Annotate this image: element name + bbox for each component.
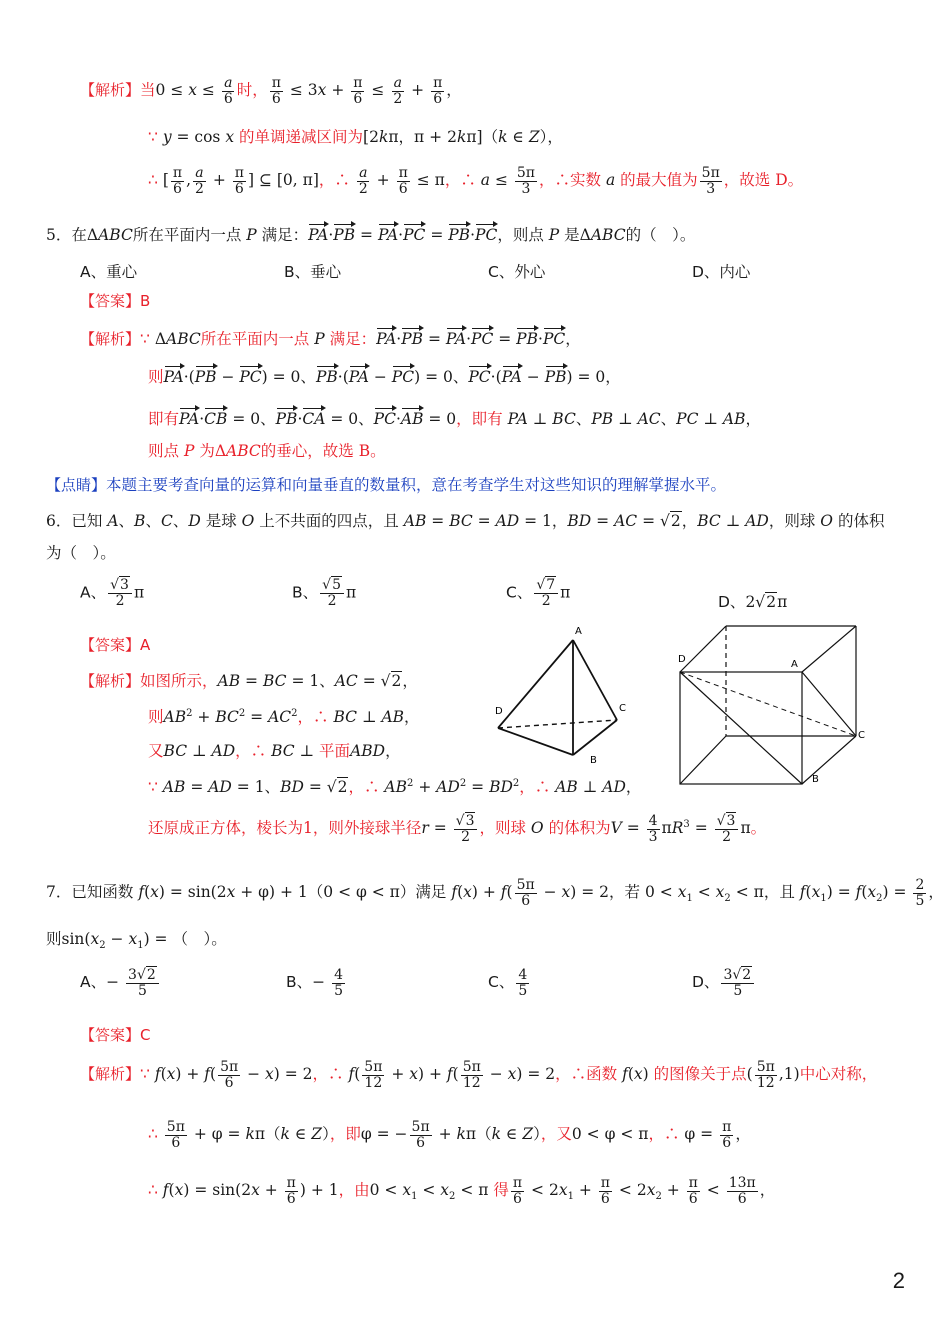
q6-option-a[interactable]: A、 $\frac{√3}{2}$ π [80, 577, 145, 609]
q4-analysis-line2: ∵ y = cos x 的单调递减区间为[2kπ，π + 2kπ]（k ∈ Z）， [148, 128, 563, 146]
edge-db [498, 728, 573, 755]
q7-option-d[interactable]: D、 $\frac{3√2}{5}$ [692, 968, 756, 998]
edge-cb [573, 720, 617, 755]
cube-label-a: A [791, 659, 798, 670]
q5-stem: 5．在ΔABC所在平面内一点 P 满足：PA·PB = PA·PC = PB·PC，则点 P 是ΔABC的（ ）。 [46, 226, 696, 244]
q5-option-c[interactable]: C、外心 [488, 263, 546, 281]
label-a: A [575, 626, 582, 637]
q6-stem-line2: 为（ ）。 [46, 544, 116, 562]
q7-analysis-line1: 【解析】∵ f(x) + f( $\frac{5\pi}{6}$ − x) = 2，∴ f( $\frac{5\pi}{12}$ + x) + f( $\frac{5\pi}{12}$ − x) = 2，∴函数 f(x) 的图像关于点( $\frac{5\pi}{12}$ ,1)中心对称， [80, 1059, 878, 1091]
q5-option-d[interactable]: D、内心 [692, 263, 751, 281]
q6-analysis-line3: 又BC ⊥ AD，∴ BC ⊥ 平面ABD， [148, 742, 401, 760]
q6-analysis-line4: ∵ AB = AD = 1、BD = √2，∴ $AB^2 + AD^2 = BD^2$，∴ AB ⊥ AD， [148, 778, 642, 797]
q7-analysis-line2: ∴ $\frac{5\pi}{6}$ + φ = kπ（k ∈ Z），即φ = − $\frac{5\pi}{6}$ + kπ（k ∈ Z），又0 < φ < π，∴ φ = $\frac{\pi}{6}$ ， [148, 1119, 751, 1151]
label-b: B [590, 755, 597, 766]
cube-edge-br [802, 736, 856, 784]
q4-analysis-line3: ∴ [ $\frac{\pi}{6}$ , $\frac{a}{2}$ + $\frac{\pi}{6}$ ] ⊆ [0, π]，∴ $\frac{a}{2}$ + $\frac{\pi}{6}$ ≤ π，∴ a ≤ $\frac{5\pi}{3}$ ，∴实数 a 的最大值为 $\frac{5\pi}{3}$ ，故选 D。 [148, 165, 804, 197]
q7-option-c[interactable]: C、 $\frac{4}{5}$ [488, 967, 528, 999]
cube-label-b: B [812, 774, 819, 785]
q5-analysis-line3: 即有PA·CB = 0、PB·CA = 0、PC·AB = 0，即有 PA ⊥ BC、PB ⊥ AC、PC ⊥ AB， [148, 410, 762, 428]
cube-edge-tr [802, 626, 856, 672]
q7-answer: 【答案】C [80, 1026, 151, 1044]
cube-figure [672, 620, 872, 792]
cube-diag-db [680, 672, 802, 784]
tetrahedron-figure [490, 622, 630, 767]
edge-ac [573, 640, 617, 720]
q6-option-c[interactable]: C、 $\frac{√7}{2}$ π [506, 577, 571, 609]
q5-comment: 【点睛】本题主要考查向量的运算和向量垂直的数量积，意在考查学生对这些知识的理解掌握水平。 [46, 476, 727, 494]
cube-label-d: D [678, 654, 686, 665]
label-c: C [619, 703, 626, 714]
q4-analysis-line1: 【解析】当0 ≤ x ≤ $\frac{a}{6}$ 时， $\frac{\pi}{6}$ ≤ 3x + $\frac{\pi}{6}$ ≤ $\frac{a}{2}$ + $\frac{\pi}{6}$ ， [80, 75, 462, 107]
q6-answer: 【答案】A [80, 636, 151, 654]
cube-label-c: C [858, 730, 865, 741]
cube-edge-tl [680, 626, 726, 672]
q6-stem-line1: 6．已知 A、B、C、D 是球 O 上不共面的四点，且 AB = BC = AD = 1，BD = AC = √2，BC ⊥ AD，则球 O 的体积 [46, 512, 885, 530]
q6-analysis-line5: 还原成正方体，棱长为1，则外接球半径r = $\frac{√3}{2}$ ，则球 O 的体积为V = $\frac{4}{3}$ $\pi R^3$ = $\frac{√3}{2}$ π。 [148, 813, 767, 845]
q6-analysis-line1: 【解析】如图所示，AB = BC = 1、AC = √2， [80, 672, 418, 690]
q5-answer: 【答案】B [80, 292, 151, 310]
edge-dc [498, 720, 617, 728]
q5-analysis-line1: 【解析】∵ ΔABC所在平面内一点 P 满足：PA·PB = PA·PC = PB·PC， [80, 330, 581, 348]
q7-option-a[interactable]: A、− $\frac{3√2}{5}$ [80, 968, 161, 998]
q7-stem-line2: 则$\sin(x_2 - x_1)$ = （ ）。 [46, 930, 227, 952]
q5-option-a[interactable]: A、重心 [80, 263, 138, 281]
cube-diag-ac [802, 672, 856, 736]
q7-analysis-line3: ∴ f(x) = sin(2x + $\frac{\pi}{6}$ ) + 1，由$0 < x_1 < x_2 < \pi$ 得 $\frac{\pi}{6}$ < $2x_1$ + $\frac{\pi}{6}$ < $2x_2$ + $\frac{\pi}{6}$ < $\frac{13\pi}{6}$ ， [148, 1175, 776, 1207]
q5-analysis-line4: 则点 P 为ΔABC的垂心，故选 B。 [148, 442, 386, 460]
page-number: 2 [892, 1268, 905, 1293]
label-d: D [495, 706, 503, 717]
q5-option-b[interactable]: B、垂心 [284, 263, 342, 281]
q7-stem-line1: 7．已知函数 f(x) = sin(2x + φ) + 1（0 < φ < π）满足 f(x) + f( $\frac{5\pi}{6}$ − x) = 2，若 $0 < x_1 < x_2 < \pi$，且 $f(x_1) = f(x_2)$ = $\frac{2}{5}$ ， [46, 877, 944, 909]
q6-analysis-line2: 则$AB^2 + BC^2 = AC^2$，∴ BC ⊥ AB， [148, 708, 420, 727]
q7-option-b[interactable]: B、− $\frac{4}{5}$ [286, 967, 343, 999]
edge-ad [498, 640, 573, 728]
analysis-tag: 【解析】 [80, 81, 141, 100]
cube-edge-bl [680, 736, 726, 784]
q6-option-b[interactable]: B、 $\frac{√5}{2}$ π [292, 577, 357, 609]
q5-analysis-line2: 则PA·(PB − PC) = 0、PB·(PA − PC) = 0、PC·(PA − PB) = 0， [148, 368, 621, 386]
q6-option-d[interactable]: D、2√2π [718, 593, 788, 611]
